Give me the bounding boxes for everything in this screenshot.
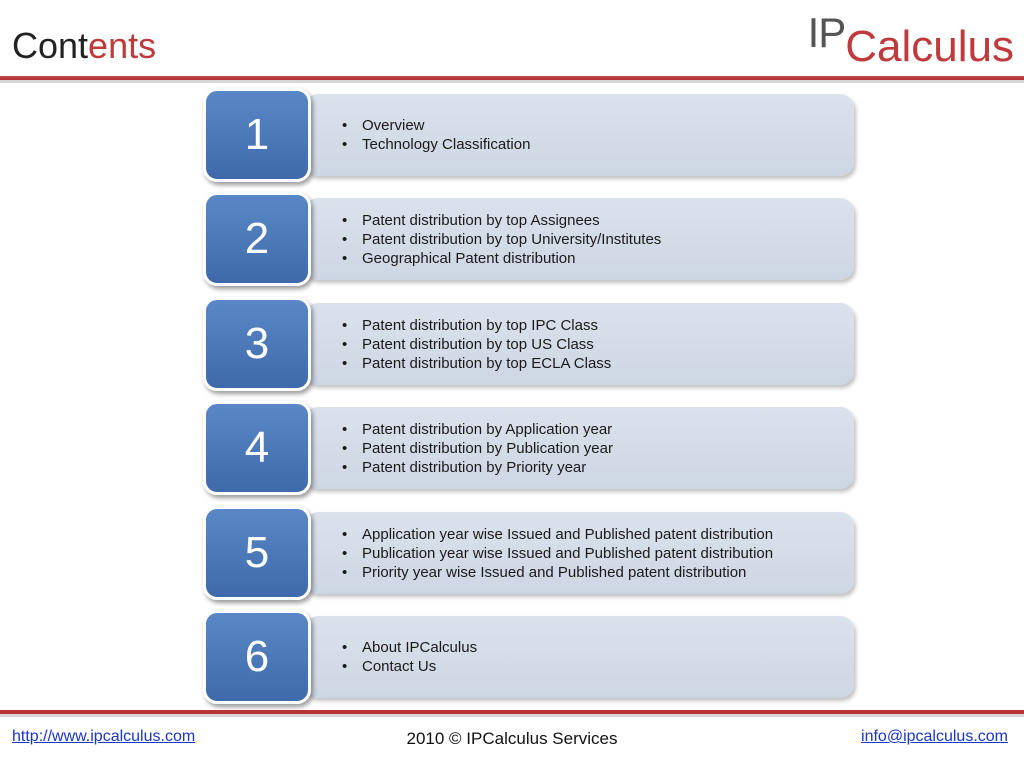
section-bullet-list	[338, 504, 773, 602]
section-bullet-item: • Patent distribution by top Assignees	[338, 211, 661, 230]
contents-row-4	[200, 399, 860, 497]
section-bullet-list	[338, 86, 530, 184]
section-bullet-item: • Patent distribution by Priority year	[338, 458, 613, 477]
section-number-badge: 2	[203, 192, 311, 286]
contents-row-3	[200, 295, 860, 393]
copyright-text: 2010 © IPCalculus Services	[406, 729, 618, 748]
logo-ip-text: IP	[807, 9, 846, 56]
section-bullet-item: • Patent distribution by Application year	[338, 420, 613, 439]
section-bullet-item: • Patent distribution by top University/Institutes	[338, 230, 661, 249]
section-bullet-item: • Patent distribution by top ECLA Class	[338, 354, 611, 373]
section-bullet-item: • Priority year wise Issued and Published patent distribution	[338, 563, 773, 582]
contents-row-1	[200, 86, 860, 184]
section-bullet-item: • Geographical Patent distribution	[338, 249, 661, 268]
section-bullet-list	[338, 399, 613, 497]
title-accent: ents	[88, 25, 157, 66]
section-bullet-item: • Technology Classification	[338, 135, 530, 154]
header-divider-shadow	[0, 80, 1024, 83]
section-bullet-item: • Patent distribution by top IPC Class	[338, 316, 611, 335]
logo-calc-text: Calculus	[845, 22, 1014, 71]
section-bullet-list	[338, 190, 661, 288]
section-number-badge: 6	[203, 610, 311, 704]
section-number-badge: 1	[203, 88, 311, 182]
section-bullet-item: • Patent distribution by top US Class	[338, 335, 611, 354]
section-number-badge: 3	[203, 297, 311, 391]
website-link[interactable]: http://www.ipcalculus.com	[12, 728, 196, 745]
email-link[interactable]: info@ipcalculus.com	[861, 728, 1008, 745]
ipcalculus-logo	[808, 8, 1014, 72]
contents-row-5	[200, 504, 860, 602]
title-plain: Cont	[12, 25, 89, 66]
section-bullet-item: • Overview	[338, 116, 530, 135]
section-bullet-item: • Application year wise Issued and Published patent distribution	[338, 525, 773, 544]
section-bullet-item: • Patent distribution by Publication year	[338, 439, 613, 458]
section-bullet-item: • Contact Us	[338, 657, 477, 676]
section-bullet-list	[338, 295, 611, 393]
footer-divider-shadow	[0, 714, 1024, 717]
section-bullet-list	[338, 608, 477, 706]
section-bullet-item: • About IPCalculus	[338, 638, 477, 657]
section-bullet-item: • Publication year wise Issued and Published patent distribution	[338, 544, 773, 563]
page-title	[12, 24, 156, 68]
section-number-badge: 5	[203, 506, 311, 600]
section-number-badge: 4	[203, 401, 311, 495]
contents-row-6	[200, 608, 860, 706]
contents-row-2	[200, 190, 860, 288]
